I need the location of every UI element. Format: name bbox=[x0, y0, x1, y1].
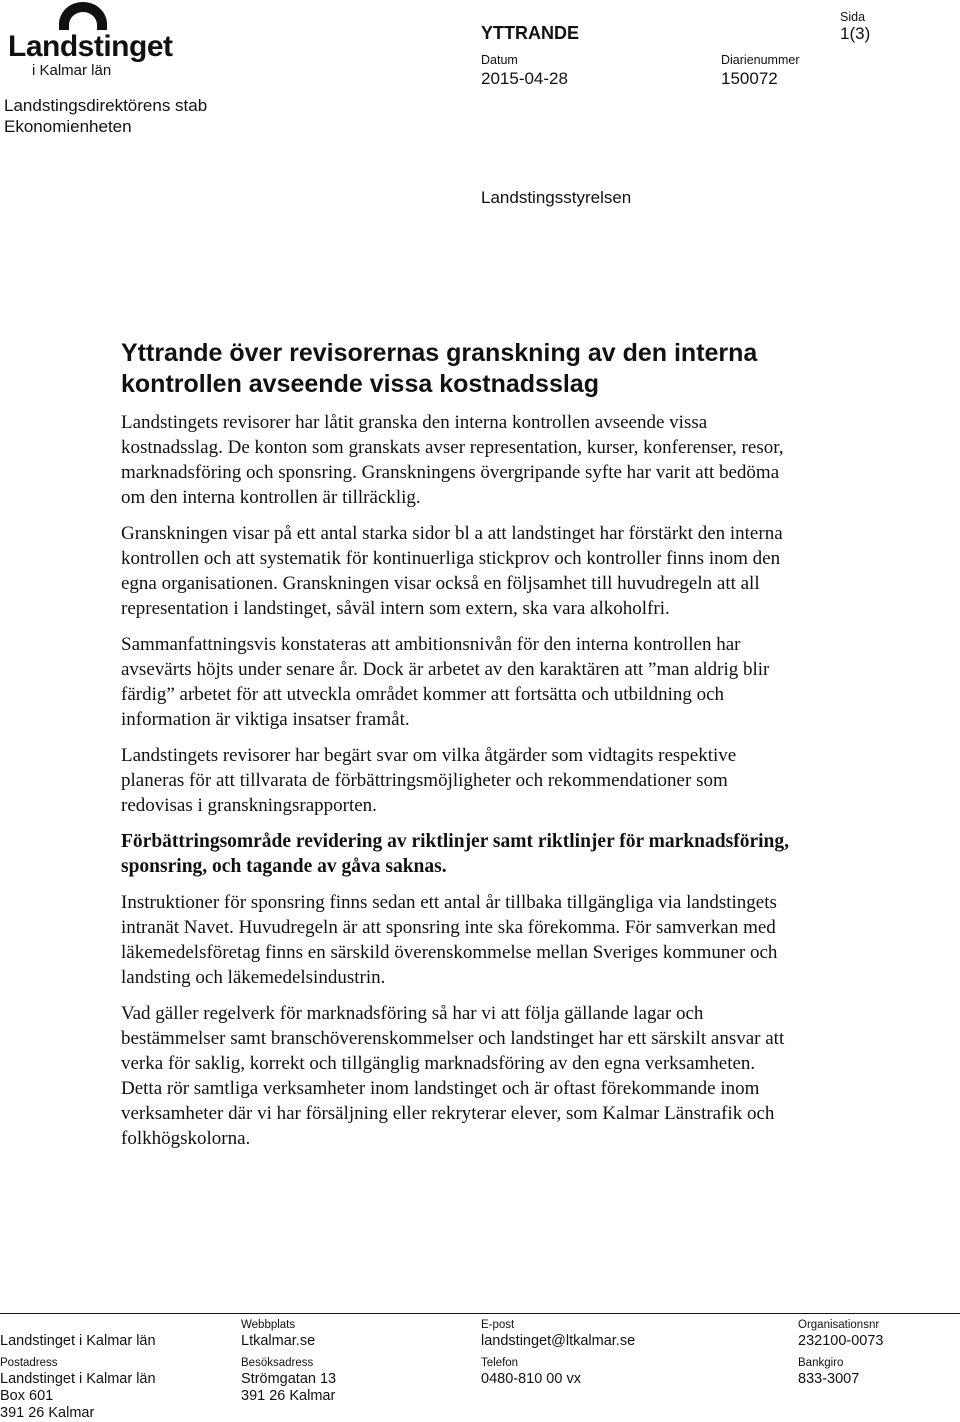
title-line-2: kontrollen avseende vissa kostnadsslag bbox=[121, 370, 599, 398]
footer-org-name: Landstinget i Kalmar län bbox=[0, 1333, 156, 1349]
footer-orgnr-value: 232100-0073 bbox=[798, 1333, 884, 1349]
diary-number-label: Diarienummer bbox=[721, 53, 800, 67]
footer-post-label: Postadress bbox=[0, 1357, 58, 1369]
footer-phone-label: Telefon bbox=[481, 1357, 519, 1369]
footer-divider bbox=[0, 1313, 960, 1314]
footer-post-line-3: 391 26 Kalmar bbox=[0, 1405, 95, 1421]
organization-logo bbox=[4, 2, 173, 82]
paragraph-summary: Sammanfattningsvis konstateras att ambitionsnivån för den interna kontrollen har avsevärts höjts under senare år. Dock är arbetet av den karaktären att ”man aldrig blir färdig” arbetet för att utveckla området kommer att fortsätta och utbildning och information är viktiga insatser framåt. bbox=[121, 634, 770, 730]
paragraph-findings: Granskningen visar på ett antal starka sidor bl a att landstinget har förstärkt den interna kontrollen och att systematik för kontinuerliga stickprov och kontroller finns inom den egna organisationen. Granskningen visar också en följsamhet till huvudregeln att all representation i landstinget, såväl intern som extern, ska vara alkoholfri. bbox=[121, 523, 783, 619]
footer-orgnr-label: Organisationsnr bbox=[798, 1319, 880, 1331]
footer-bank-label: Bankgiro bbox=[798, 1357, 844, 1369]
date-label: Datum bbox=[481, 53, 518, 67]
document-body bbox=[121, 338, 801, 1162]
date-value: 2015-04-28 bbox=[481, 69, 568, 88]
footer-email-value: landstinget@ltkalmar.se bbox=[481, 1333, 636, 1349]
logo-wordmark: Landstinget bbox=[8, 30, 173, 63]
department-line-1: Landstingsdirektörens stab bbox=[4, 96, 208, 115]
recipient: Landstingsstyrelsen bbox=[481, 188, 632, 207]
page-label: Sida bbox=[840, 10, 866, 24]
title-line-1: Yttrande över revisorernas granskning av den interna bbox=[121, 339, 758, 367]
section-heading: Förbättringsområde revidering av riktlinjer samt riktlinjer för marknadsföring, sponsring, och tagande av gåva saknas. bbox=[121, 831, 789, 877]
footer-visit-label: Besöksadress bbox=[241, 1357, 314, 1369]
footer-bank-value: 833-3007 bbox=[798, 1371, 860, 1387]
paragraph-request: Landstingets revisorer har begärt svar om vilka åtgärder som vidtagits respektive planeras för att tillvarata de förbättringsmöjligheter och rekommendationer som redovisas i granskningsrapporten. bbox=[121, 745, 737, 816]
footer-post-line-2: Box 601 bbox=[0, 1388, 54, 1404]
logo-arch-icon bbox=[59, 2, 107, 30]
paragraph-marketing: Vad gäller regelverk för marknadsföring så har vi att följa gällande lagar och bestämmelser samt branschöverenskommelser och landstinget har ett särskilt ansvar att verka för saklig, korrekt och tillgänglig marknadsföring av den egna verksamheten. Detta rör samtliga verksamheter inom landstinget och är oftast förekommande inom verksamheter där vi har försäljning eller rekryterar elever, som Kalmar Länstrafik och folkhögskolorna. bbox=[121, 1003, 785, 1149]
footer-web-label: Webbplats bbox=[241, 1319, 296, 1331]
footer-visit-line-2: 391 26 Kalmar bbox=[241, 1388, 336, 1404]
page-number: 1(3) bbox=[840, 24, 871, 43]
footer-visit-line-1: Strömgatan 13 bbox=[241, 1371, 337, 1387]
logo-subtitle: i Kalmar län bbox=[32, 62, 112, 79]
document-type: YTTRANDE bbox=[481, 23, 579, 43]
document-title bbox=[121, 338, 801, 400]
footer-email-label: E-post bbox=[481, 1319, 515, 1331]
footer-post-line-1: Landstinget i Kalmar län bbox=[0, 1371, 156, 1387]
department-line-2: Ekonomienheten bbox=[4, 117, 132, 136]
paragraph-sponsoring: Instruktioner för sponsring finns sedan ett antal år tillbaka tillgängliga via landstingets intranät Navet. Huvudregeln är att sponsring inte ska förekomma. För samverkan med läkemedelsföretag finns en särskild överenskommelse mellan Sveriges kommuner och landsting och läkemedelsindustrin. bbox=[121, 892, 778, 988]
paragraph-intro: Landstingets revisorer har låtit granska den interna kontrollen avseende vissa kostnadsslag. De konton som granskats avser representation, kurser, konferenser, resor, marknadsföring och sponsring. Granskningens övergripande syfte har varit att bedöma om den interna kontrollen är tillräcklig. bbox=[121, 412, 784, 508]
diary-number-value: 150072 bbox=[721, 69, 778, 88]
footer-phone-value: 0480-810 00 vx bbox=[481, 1371, 581, 1387]
footer-web-value: Ltkalmar.se bbox=[241, 1333, 316, 1349]
